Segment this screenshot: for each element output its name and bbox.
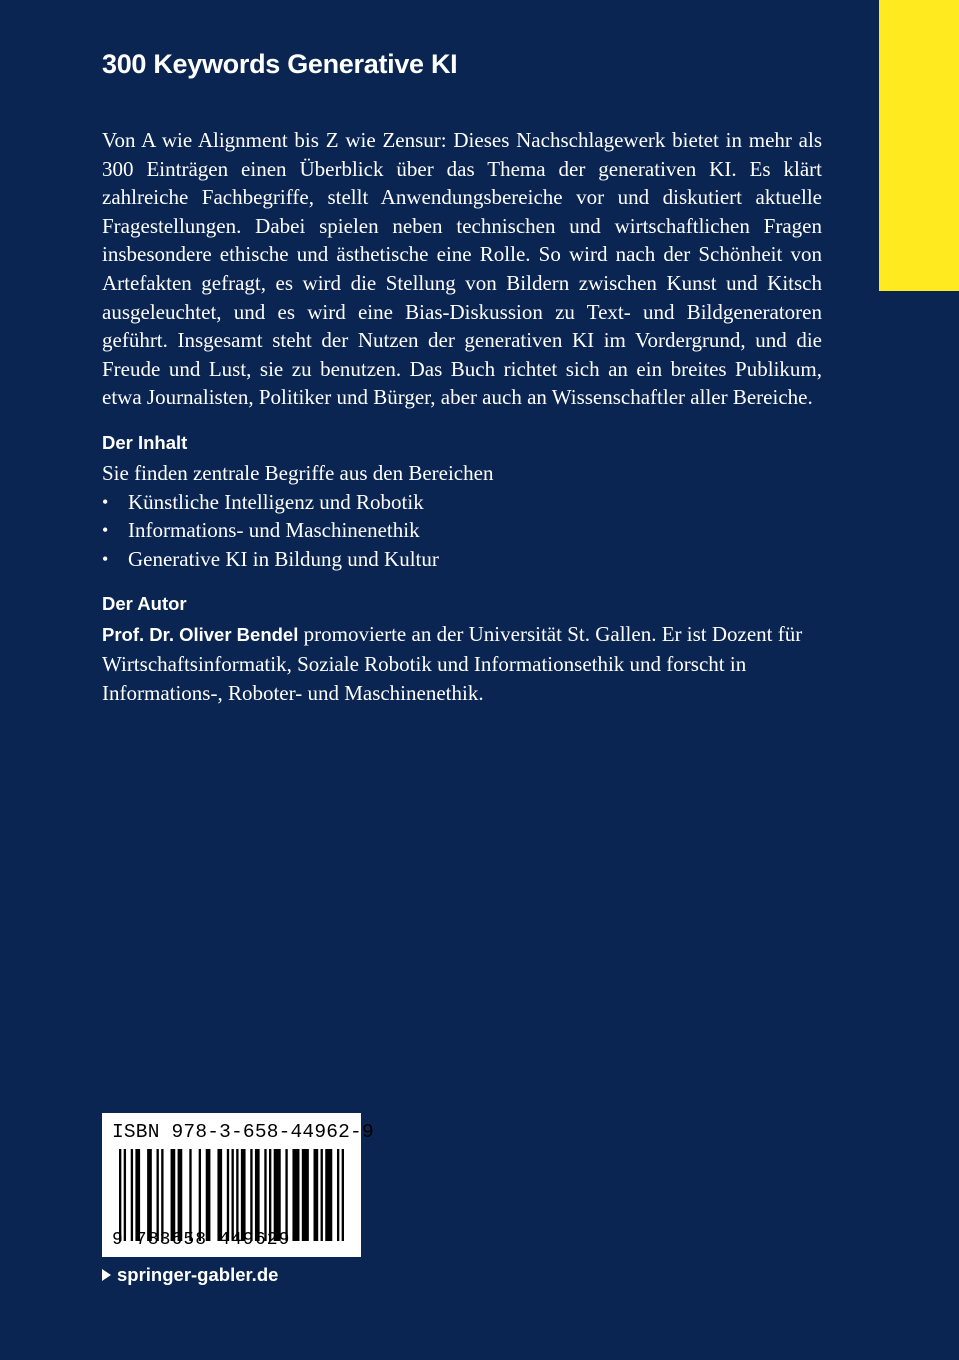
author-bio [102, 620, 822, 707]
publisher-website-link[interactable] [102, 1262, 278, 1288]
barcode-bar [250, 1149, 252, 1241]
barcode-bar [171, 1149, 176, 1241]
barcode-bar [206, 1149, 211, 1241]
barcode-bar [269, 1149, 271, 1241]
back-cover-content [102, 44, 822, 707]
barcode-bar [189, 1149, 191, 1241]
isbn-barcode [102, 1113, 374, 1257]
barcode-bar [119, 1149, 121, 1241]
list-item [102, 488, 822, 517]
barcode-bar [241, 1149, 246, 1241]
author-heading: Der Autor [102, 593, 187, 615]
isbn-label: ISBN 978-3-658-44962-9 [112, 1121, 374, 1143]
barcode-bars [112, 1149, 351, 1241]
book-title: 300 Keywords Generative KI [102, 49, 458, 79]
book-description: Von A wie Alignment bis Z wie Zensur: Dieses Nachschlagewerk bietet in mehr als 300 Einträgen einen Überblick über das Thema der generativen KI. Es klärt zahlreiche Fachbegriffe, stellt Anwendungsbereiche vor und diskutiert aktuelle Fragestellungen. Dabei spielen neben technischen und wirtschaftlichen Fragen insbesondere ethische und ästhetische eine Rolle. So wird nach der Schönheit von Artefakten gefragt, es wird die Stellung von Bildern zwischen Kunst und Kitsch ausgeleuchtet, und es wird eine Bias-Diskussion zu Text- und Bildgeneratoren geführt. Insgesamt steht der Nutzen der generativen KI im Vordergrund, und die Freude und Lust, sie zu benutzen. Das Buch richtet sich an ein breites Publikum, etwa Journalisten, Politiker und Bürger, aber auch an Wissenschaftler aller Bereiche. [102, 128, 822, 410]
barcode-bar [314, 1149, 319, 1241]
list-item-label: Informations- und Maschinenethik [128, 518, 420, 543]
bullet-icon: • [102, 520, 109, 541]
barcode-bar [321, 1149, 323, 1241]
author-bio-text: promovierte an der Universität St. Gallen. Er ist Dozent für Wirtschaftsinformatik, Soziale Robotik und Informationsethik und forscht in Informations-, Roboter- und Maschinenethik. [102, 622, 803, 705]
content-heading: Der Inhalt [102, 431, 188, 453]
barcode-bar [161, 1149, 163, 1241]
list-item [102, 516, 822, 545]
barcode-bar [274, 1149, 281, 1241]
barcode-bar [236, 1149, 238, 1241]
barcode-bar [325, 1149, 332, 1241]
author-name: Prof. Dr. Oliver Bendel [102, 624, 299, 646]
barcode-bar [135, 1149, 140, 1241]
yellow-corner-tab [879, 0, 959, 291]
list-item-label: Künstliche Intelligenz und Robotik [128, 489, 424, 514]
barcode-bar [131, 1149, 133, 1241]
barcode-bar [217, 1149, 222, 1241]
content-topic-list [102, 488, 822, 574]
barcode-bar [255, 1149, 260, 1241]
barcode-bar [264, 1149, 266, 1241]
barcode-bar [337, 1149, 339, 1241]
barcode-bar [157, 1149, 159, 1241]
arrow-right-icon [102, 1269, 111, 1281]
barcode-bar [232, 1149, 234, 1241]
bullet-icon: • [102, 491, 109, 512]
barcode-bar [292, 1149, 299, 1241]
barcode-bar [147, 1149, 152, 1241]
barcode-bar [124, 1149, 126, 1241]
barcode-bar [302, 1149, 309, 1241]
barcode-bar [199, 1149, 201, 1241]
barcode-bar [178, 1149, 183, 1241]
content-intro: Sie finden zentrale Begriffe aus den Bereichen [102, 460, 494, 485]
barcode-bar [342, 1149, 344, 1241]
bullet-icon: • [102, 548, 109, 569]
barcode-bar [285, 1149, 287, 1241]
list-item-label: Generative KI in Bildung und Kultur [128, 546, 439, 571]
barcode-bar [227, 1149, 229, 1241]
barcode-digits: 9 783658 449629 [112, 1230, 291, 1250]
publisher-website-text: springer-gabler.de [117, 1264, 279, 1285]
list-item [102, 545, 822, 574]
